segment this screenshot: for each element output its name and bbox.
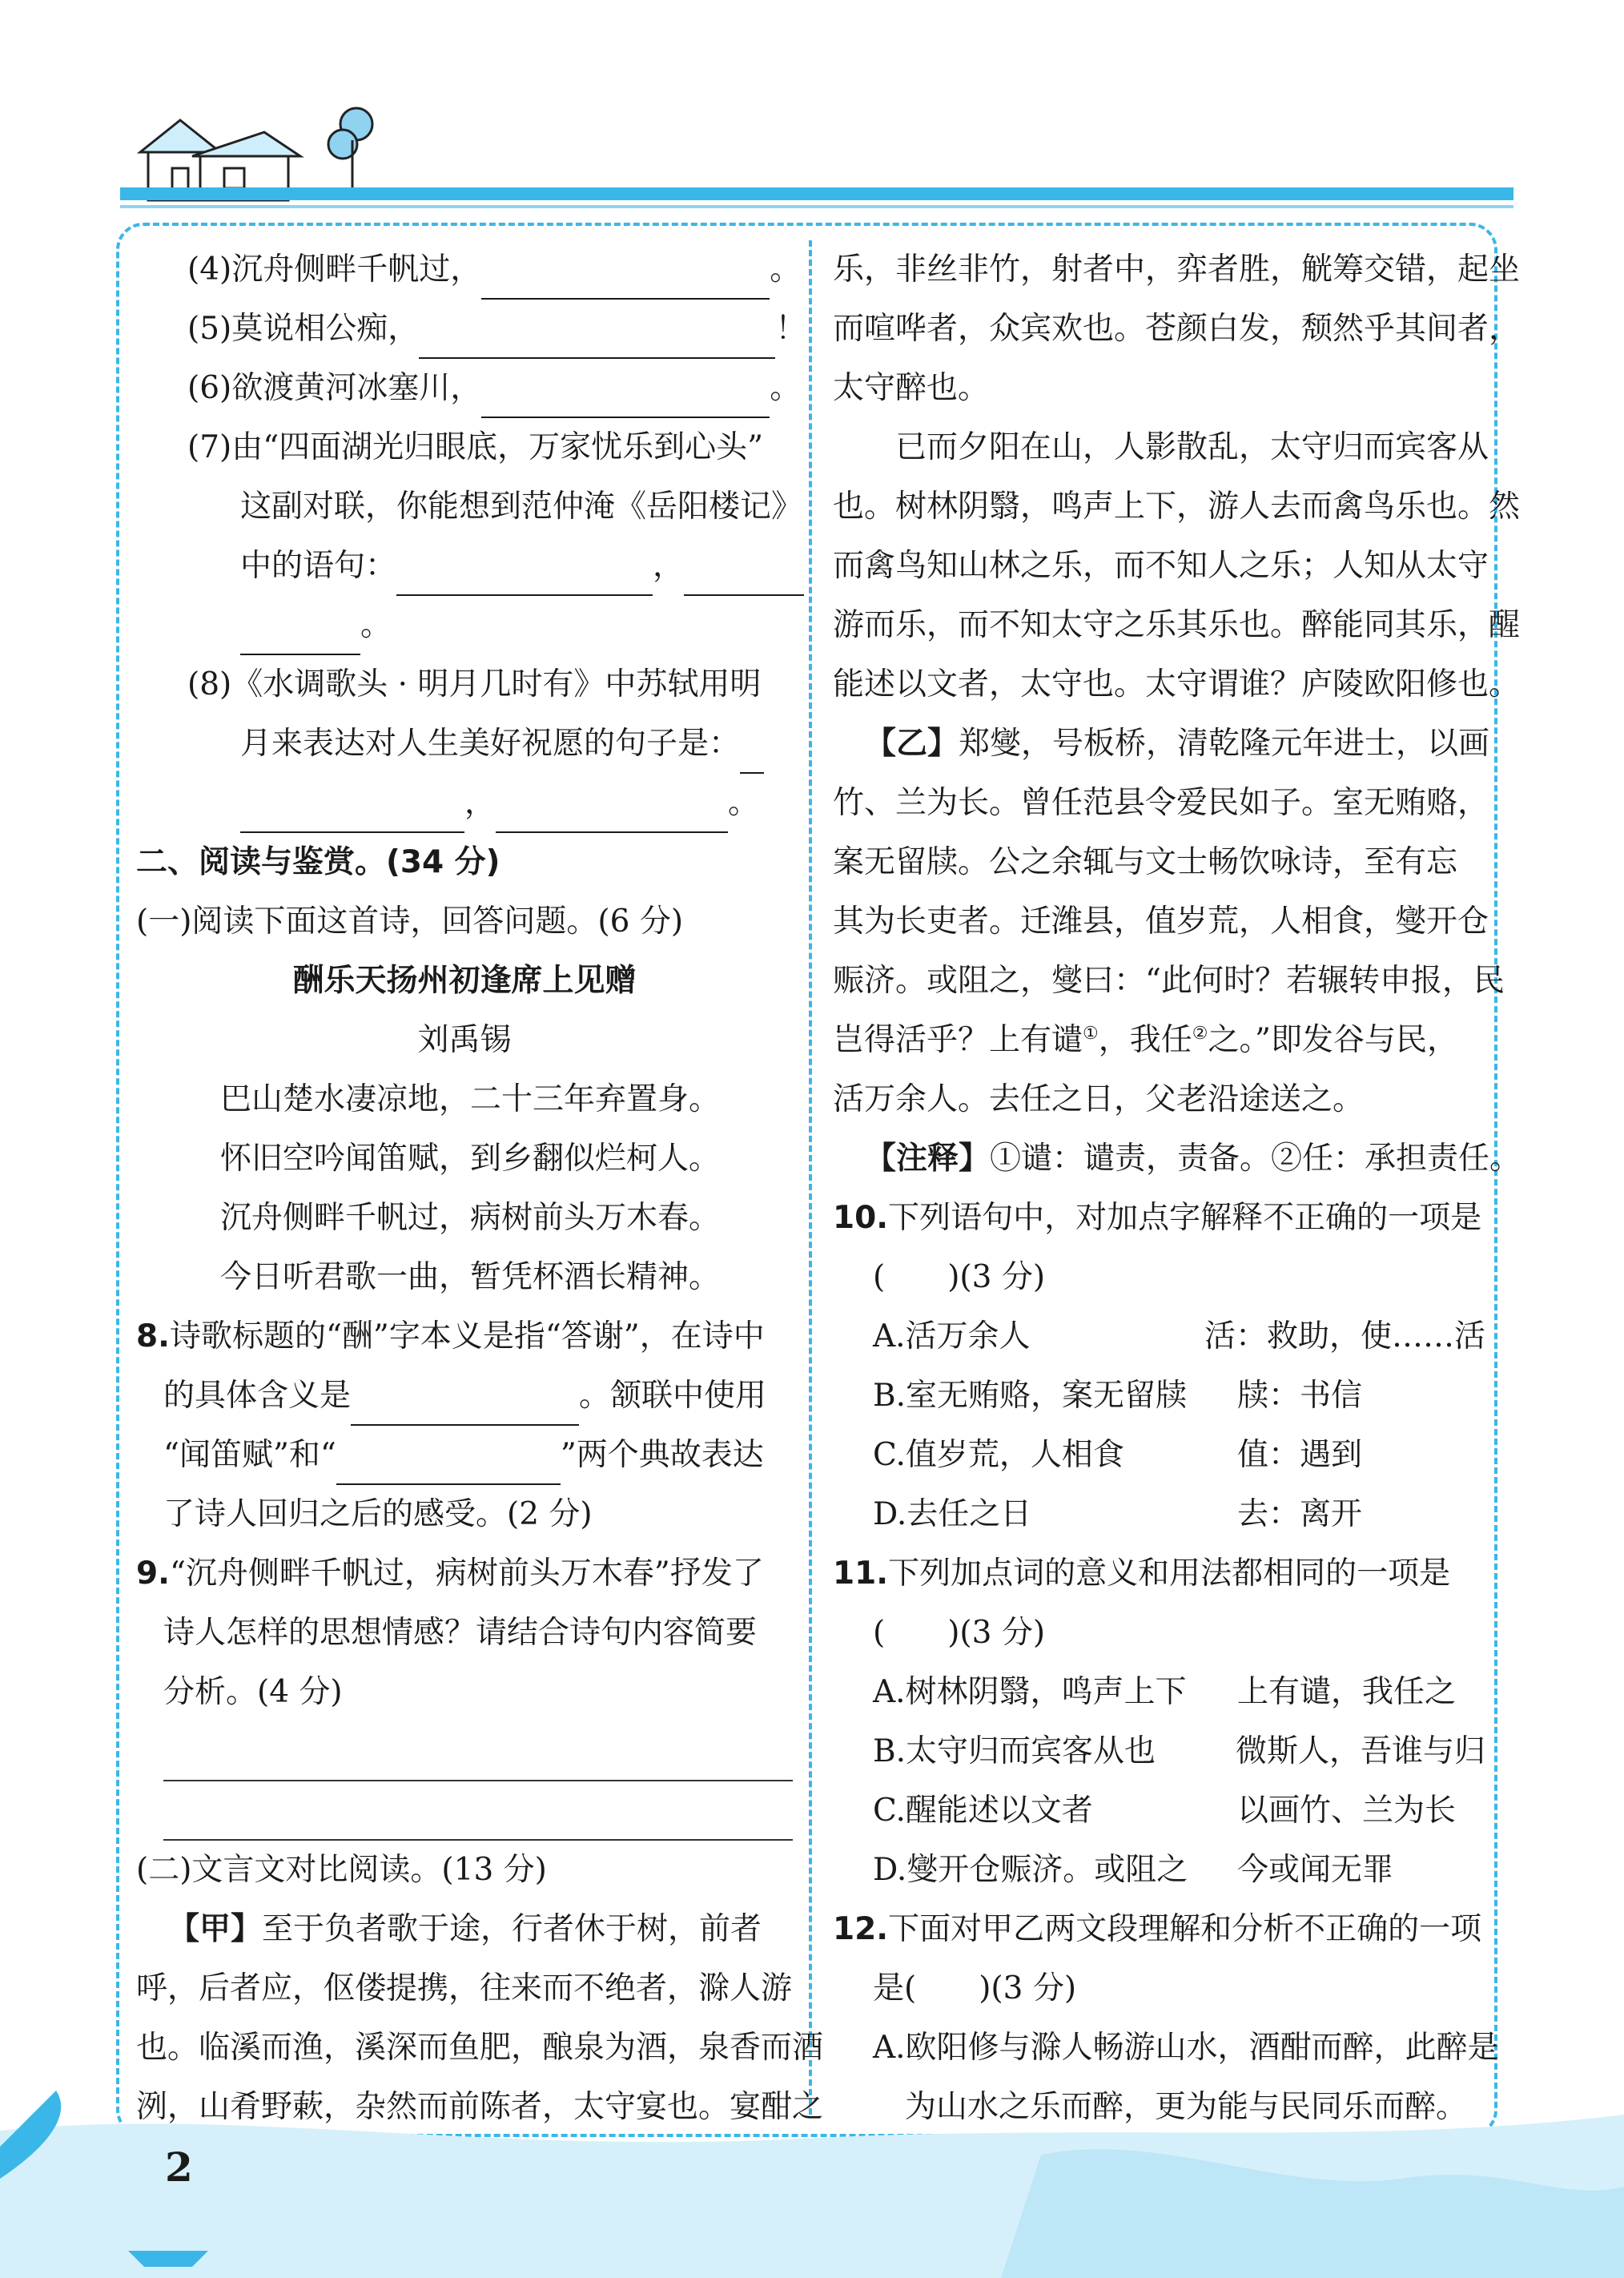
q11-option-c[interactable]: C.醒能述以文者 以画竹、兰为长 xyxy=(873,1793,1457,1829)
yi-line: 活万余人。去任之日，父老沿途送之。 xyxy=(833,1081,1365,1117)
q10-line2: ( )(3 分) xyxy=(873,1259,1046,1295)
yi-line: 赈济。或阻之，燮曰：“此何时？若辗转申报，民 xyxy=(833,963,1505,999)
q11-option-d[interactable]: D.燮开仓赈济。或阻之 今或闻无罪 xyxy=(873,1852,1394,1888)
q8b-line3: “闻笛赋”和“ ”两个典故表达 xyxy=(136,1426,793,1485)
page-number: 2 xyxy=(165,2143,193,2191)
q12-line2: 是( )(3 分) xyxy=(873,1970,1077,2006)
q12-option-a[interactable]: A.欧阳修与滁人畅游山水，酒酣而醉，此醉是 xyxy=(873,2030,1499,2066)
q8b-line2: 的具体含义是 。颔联中使用 xyxy=(136,1366,793,1426)
q6-blank[interactable] xyxy=(481,383,770,418)
q11-option-a[interactable]: A.树林阴翳，鸣声上下 上有谴，我任之 xyxy=(873,1674,1457,1710)
sea-decoration xyxy=(0,2083,1624,2278)
section2-heading: 二、阅读与鉴赏。(34 分) xyxy=(136,844,500,880)
q12-option-a-cont: 为山水之乐而醉，更为能与民同乐而醉。 xyxy=(905,2089,1468,2125)
q8-line1: (8)《水调歌头 · 明月几时有》中苏轼用明 xyxy=(187,666,762,702)
q11-line1: 11.下列加点词的意义和用法都相同的一项是 xyxy=(833,1556,1451,1592)
q8-line3: ， 。 xyxy=(136,774,793,833)
jia-cont-line: 游而乐，而不知太守之乐其乐也。醉能同其乐，醒 xyxy=(833,607,1521,643)
left-column xyxy=(136,240,824,2137)
part1-heading: (一)阅读下面这首诗，回答问题。(6 分) xyxy=(136,904,684,940)
jia-cont-line: 已而夕阳在山，人影散乱，太守归而宾客从 xyxy=(895,429,1489,465)
q7-line4: 。 xyxy=(136,596,793,655)
q7-blank2[interactable] xyxy=(684,561,804,596)
poem-line: 巴山楚水凄凉地，二十三年弃置身。 xyxy=(220,1081,721,1117)
q9-line3: 分析。(4 分) xyxy=(163,1674,343,1710)
jia-cont-line: 而喧哗者，众宾欢也。苍颜白发，颓然乎其间者， xyxy=(833,311,1521,347)
q10-line1: 10.下列语句中，对加点字解释不正确的一项是 xyxy=(833,1200,1482,1236)
jia-cont-line: 也。树林阴翳，鸣声上下，游人去而禽鸟乐也。然 xyxy=(833,489,1521,525)
q10-option-b[interactable]: B.室无贿赂，案无留牍 牍：书信 xyxy=(873,1378,1363,1414)
header-bar xyxy=(120,187,1513,200)
q9-line2: 诗人怎样的思想情感？请结合诗句内容简要 xyxy=(163,1615,758,1651)
q7-line2: 这副对联，你能想到范仲淹《岳阳楼记》 xyxy=(240,489,803,525)
yi-line: 竹、兰为长。曾任范县令爱民如子。室无贿赂， xyxy=(833,785,1489,821)
q4-blank[interactable] xyxy=(481,264,770,300)
jia-line4: 洌，山肴野蔌，杂然而前陈者，太守宴也。宴酣之 xyxy=(136,2089,824,2125)
q8b-blank1[interactable] xyxy=(351,1391,579,1426)
q9-answer-line[interactable] xyxy=(163,1722,793,1781)
q10-option-d[interactable]: D.去任之日 去：离开 xyxy=(873,1496,1363,1532)
q8-blank2[interactable] xyxy=(496,798,728,833)
q8-blank1[interactable] xyxy=(240,798,464,833)
q7-blank1[interactable] xyxy=(396,561,653,596)
q10-option-a[interactable]: A.活万余人 活：救助，使……活 xyxy=(873,1318,1485,1354)
yi-line6: 岂得活乎？上有谴①，我任②之。”即发谷与民， xyxy=(833,1022,1458,1058)
q9-answer-line[interactable] xyxy=(163,1781,793,1841)
jia-line2: 呼，后者应，伛偻提携，往来而不绝者，滁人游 xyxy=(136,1970,793,2006)
yi-line: 案无留牍。公之余辄与文士畅饮咏诗，至有忘 xyxy=(833,844,1458,880)
jia-cont-line: 而禽鸟知山林之乐，而不知人之乐；人知从太守 xyxy=(833,548,1489,584)
yi-line1: 【乙】郑燮，号板桥，清乾隆元年进士，以画 xyxy=(865,726,1490,762)
q8-line2: 月来表达对人生美好祝愿的句子是： xyxy=(136,714,793,774)
header-bar-thin xyxy=(120,205,1513,208)
part2-heading: (二)文言文对比阅读。(13 分) xyxy=(136,1852,547,1888)
jia-line3: 也。临溪而渔，溪深而鱼肥，酿泉为酒，泉香而酒 xyxy=(136,2030,824,2066)
q5-blank[interactable] xyxy=(419,324,775,359)
q5-line: (5)莫说相公痴， ！ xyxy=(136,300,793,359)
jia-line1: 【甲】至于负者歌于途，行者休于树，前者 xyxy=(168,1911,762,1947)
q4-line: (4)沉舟侧畔千帆过， 。 xyxy=(136,240,793,300)
right-column xyxy=(833,240,1521,2137)
q7-line3: 中的语句： ， xyxy=(136,537,793,596)
poem-line: 今日听君歌一曲，暂凭杯酒长精神。 xyxy=(220,1259,721,1295)
q10-option-c[interactable]: C.值岁荒，人相食 值：遇到 xyxy=(873,1437,1363,1473)
yi-line: 其为长吏者。迁潍县，值岁荒，人相食，燮开仓 xyxy=(833,904,1489,940)
jia-cont-line: 乐，非丝非竹，射者中，弈者胜，觥筹交错，起坐 xyxy=(833,252,1521,288)
note-line: 【注释】①谴：谴责，责备。②任：承担责任。 xyxy=(865,1141,1521,1177)
q8b-blank2[interactable] xyxy=(336,1450,561,1485)
poem-line: 沉舟侧畔千帆过，病树前头万木春。 xyxy=(220,1200,721,1236)
q8b-line1: 8.诗歌标题的“酬”字本义是指“答谢”，在诗中 xyxy=(136,1318,765,1354)
q8-blank0[interactable] xyxy=(740,739,764,774)
q11-option-b[interactable]: B.太守归而宾客从也 微斯人，吾谁与归 xyxy=(873,1733,1485,1769)
jia-cont-line: 能述以文者，太守也。太守谓谁？庐陵欧阳修也。 xyxy=(833,666,1521,702)
q8b-line4: 了诗人回归之后的感受。(2 分) xyxy=(163,1496,593,1532)
poem-author: 刘禹锡 xyxy=(417,1022,512,1058)
poem-title: 酬乐天扬州初逢席上见赠 xyxy=(292,963,637,999)
column-divider xyxy=(809,240,812,2115)
q12-line1: 12.下面对甲乙两文段理解和分析不正确的一项 xyxy=(833,1911,1482,1947)
poem-line: 怀旧空吟闻笛赋，到乡翻似烂柯人。 xyxy=(220,1141,721,1177)
q11-line2: ( )(3 分) xyxy=(873,1615,1046,1651)
q7-line1: (7)由“四面湖光归眼底，万家忧乐到心头” xyxy=(187,429,764,465)
jia-cont-line: 太守醉也。 xyxy=(833,370,990,406)
q7-blank3[interactable] xyxy=(240,620,360,655)
q6-line: (6)欲渡黄河冰塞川， 。 xyxy=(136,359,793,418)
q9-line1: 9.“沉舟侧畔千帆过，病树前头万木春”抒发了 xyxy=(136,1556,764,1592)
